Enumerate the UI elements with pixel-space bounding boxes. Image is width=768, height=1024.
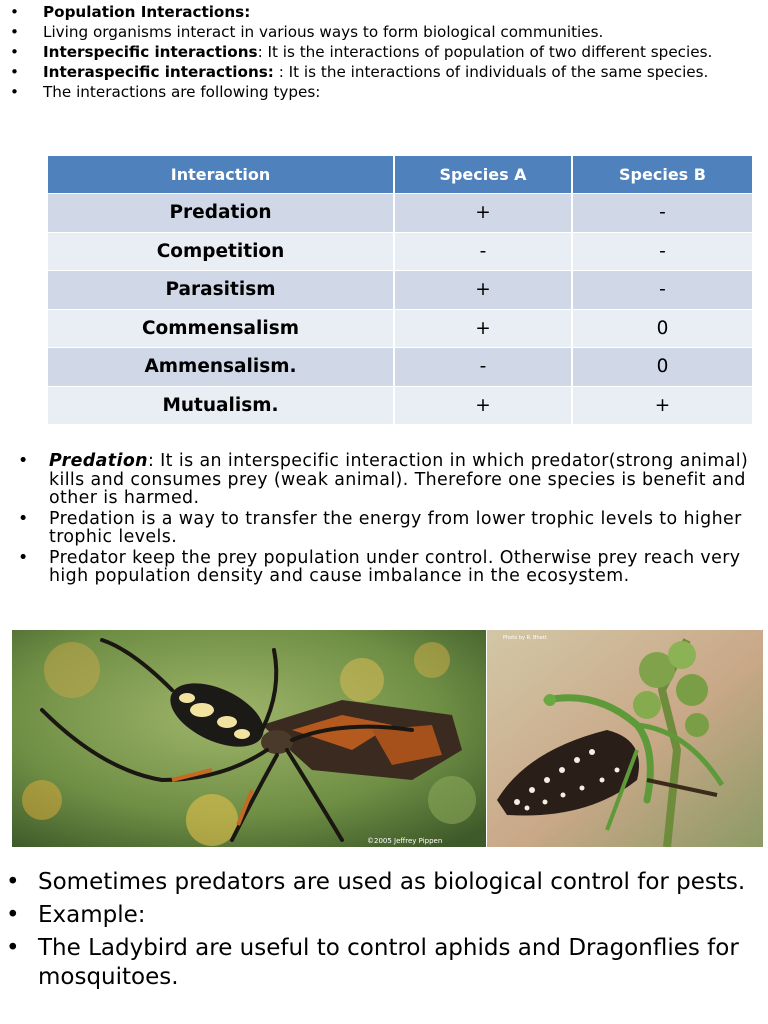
header-interaction: Interaction bbox=[48, 156, 394, 194]
bullet-dot: • bbox=[10, 63, 19, 81]
table-row bbox=[48, 194, 752, 233]
predation-term: Predation bbox=[49, 451, 148, 471]
interspecific-term: Interspecific interactions bbox=[43, 43, 258, 61]
living-organisms-text: Living organisms interact in various ways to form biological communities. bbox=[43, 23, 604, 41]
bullet-ladybird bbox=[6, 934, 761, 992]
interaction-name: Predation bbox=[48, 194, 394, 233]
spider-eating-butterfly-photo bbox=[12, 630, 486, 847]
energy-transfer-text: Predation is a way to transfer the energy from lower trophic levels to higher trophic levels. bbox=[49, 508, 742, 547]
bullet-dot: • bbox=[10, 43, 19, 61]
biological-control-text: Sometimes predators are used as biological control for pests. bbox=[38, 869, 746, 895]
predation-definition: : It is an interspecific interaction in which predator(strong animal) kills and consumes prey (weak animal). Therefore one species is benefit and other is harmed. bbox=[49, 451, 749, 508]
interaction-name: Commensalism bbox=[48, 309, 394, 348]
interaspecific-term: Interaspecific interactions: bbox=[43, 63, 274, 81]
species-a-effect: + bbox=[394, 194, 572, 233]
bullet-interaction-types bbox=[10, 84, 760, 101]
predation-photos bbox=[12, 630, 763, 847]
species-b-effect: - bbox=[572, 271, 752, 310]
bullet-example bbox=[6, 901, 761, 930]
right-photo-credit: Photo by R. Bhatt bbox=[503, 635, 547, 641]
species-b-effect: 0 bbox=[572, 309, 752, 348]
bullet-biological-control bbox=[6, 868, 761, 897]
table-row bbox=[48, 232, 752, 271]
table-row bbox=[48, 271, 752, 310]
interaction-name: Mutualism. bbox=[48, 386, 394, 424]
bullet-dot: • bbox=[6, 902, 20, 928]
bullet-dot: • bbox=[18, 451, 29, 471]
species-b-effect: 0 bbox=[572, 348, 752, 387]
bullet-dot: • bbox=[10, 3, 19, 21]
interspecific-definition: : It is the interactions of population of two different species. bbox=[257, 43, 713, 61]
bullet-population-interactions bbox=[10, 4, 760, 21]
bullet-population-control bbox=[18, 549, 763, 586]
bullet-dot: • bbox=[18, 547, 29, 568]
mantis-eating-butterfly-photo bbox=[487, 630, 763, 847]
species-a-effect: + bbox=[394, 309, 572, 348]
species-b-effect: + bbox=[572, 386, 752, 424]
bullet-dot: • bbox=[6, 869, 20, 895]
species-a-effect: + bbox=[394, 271, 572, 310]
example-label: Example: bbox=[38, 902, 146, 928]
left-photo-credit: ©2005 Jeffrey Pippen bbox=[367, 837, 443, 845]
species-a-effect: - bbox=[394, 232, 572, 271]
species-a-effect: + bbox=[394, 386, 572, 424]
intro-bullets bbox=[10, 4, 760, 104]
bullet-living-organisms bbox=[10, 24, 760, 41]
interaspecific-definition: : It is the interactions of individuals of the same species. bbox=[273, 63, 709, 81]
table-row bbox=[48, 309, 752, 348]
heading-population-interactions: Population Interactions: bbox=[43, 3, 251, 21]
biological-control-bullets bbox=[6, 868, 761, 996]
bullet-predation-definition bbox=[18, 452, 763, 508]
bullet-energy-transfer bbox=[18, 510, 763, 547]
population-control-text: Predator keep the prey population under control. Otherwise prey reach very high population density and cause imbalance in the ecosystem. bbox=[49, 547, 741, 586]
interaction-name: Competition bbox=[48, 232, 394, 271]
bullet-interspecific bbox=[10, 44, 760, 61]
bullet-dot: • bbox=[10, 83, 19, 101]
interactions-table bbox=[48, 156, 752, 424]
bullet-dot: • bbox=[6, 935, 20, 961]
ladybird-text: The Ladybird are useful to control aphids and Dragonflies for mosquitoes. bbox=[38, 935, 739, 990]
predation-bullets bbox=[18, 452, 763, 588]
interaction-types-text: The interactions are following types: bbox=[43, 83, 321, 101]
table-row bbox=[48, 348, 752, 387]
table-header-row bbox=[48, 156, 752, 194]
bullet-dot: • bbox=[18, 508, 29, 529]
bullet-interaspecific bbox=[10, 64, 760, 81]
spider-illustration bbox=[12, 630, 486, 847]
table-row bbox=[48, 386, 752, 424]
interaction-name: Ammensalism. bbox=[48, 348, 394, 387]
interaction-name: Parasitism bbox=[48, 271, 394, 310]
species-b-effect: - bbox=[572, 194, 752, 233]
mantis-illustration bbox=[487, 630, 763, 847]
species-b-effect: - bbox=[572, 232, 752, 271]
header-species-b: Species B bbox=[572, 156, 752, 194]
species-a-effect: - bbox=[394, 348, 572, 387]
header-species-a: Species A bbox=[394, 156, 572, 194]
bullet-dot: • bbox=[10, 23, 19, 41]
